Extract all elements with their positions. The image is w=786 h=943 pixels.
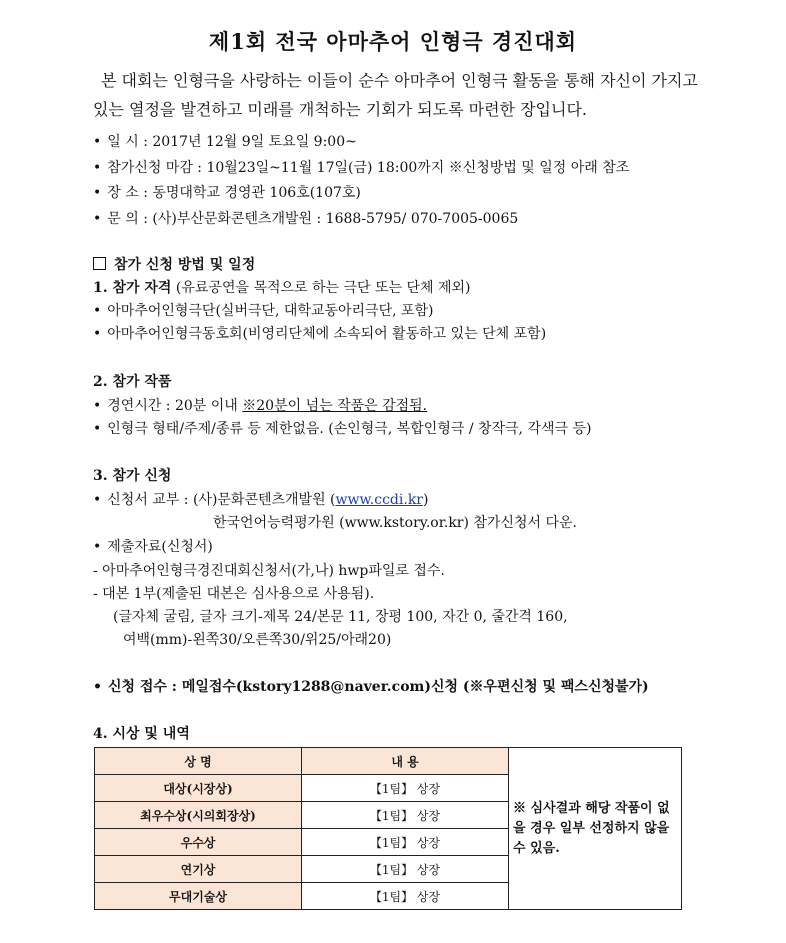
checkbox-square-icon [93,257,106,270]
ccdi-link[interactable]: www.ccdi.kr [335,492,424,508]
award-content: 【1팀】 상장 [302,883,509,910]
award-name: 대상(시장상) [95,775,302,802]
award-content: 【1팀】 상장 [302,775,509,802]
s2-item-form: • 인형극 형태/주제/종류 등 제한없음. (손인형극, 복합인형극 / 창작극, 각색극 등) [93,418,591,438]
award-content: 【1팀】 상장 [302,856,509,883]
award-name: 최우수상(시의회장상) [95,802,302,829]
s3-materials: • 제출자료(신청서) [93,536,213,556]
info-contact: • 문 의 : (사)부산문화콘텐츠개발원 : 1688-5795/ 070-7005-0065 [93,208,518,228]
s3-format-note: 여백(mm)-왼쪽30/오른쪽30/위25/아래20) [123,632,392,648]
s3-heading: 3. 참가 신청 [93,468,172,484]
award-name: 무대기술상 [95,883,302,910]
award-content: 【1팀】 상장 [302,802,509,829]
s3-dash-item: - 아마추어인형극경진대회신청서(가,나) hwp파일로 접수. [93,563,445,579]
intro-paragraph: 본 대회는 인형극을 사랑하는 이들이 순수 아마추어 인형극 활동을 통해 자신이 가지고 있는 열정을 발견하고 미래를 개척하는 기회가 되도록 마련한 장입니다. [93,71,698,119]
s3-download: • 신청서 교부 : (사)문화콘텐츠개발원 (www.ccdi.kr) [93,489,428,509]
table-header-row [95,748,682,775]
s1-item: • 아마추어인형극단(실버극단, 대학교동아리극단, 포함) [93,300,434,320]
s3-format-note: (글자체 굴림, 글자 크기-제목 24/본문 11, 장평 100, 자간 0, 줄간격 160, [113,609,568,625]
s2-item-time: • 경연시간 : 20분 이내 ※20분이 넘는 작품은 감점됨. [93,395,427,415]
s3-dash-item: - 대본 1부(제출된 대본은 심사용으로 사용됨). [93,586,375,602]
submission-line: • 신청 접수 : 메일접수(kstory1288@naver.com)신청 (※우편신청 및 팩스신청불가) [93,676,649,696]
award-content: 【1팀】 상장 [302,829,509,856]
header-content: 내 용 [302,748,509,775]
page-title: 제1회 전국 아마추어 인형극 경진대회 [208,29,578,54]
section-heading: 참가 신청 방법 및 일정 [93,254,255,274]
s2-heading: 2. 참가 작품 [93,374,172,390]
awards-note: ※ 심사결과 해당 작품이 없을 경우 일부 선정하지 않을 수 있음. [509,748,682,910]
s1-item: • 아마추어인형극동호회(비영리단체에 소속되어 활동하고 있는 단체 포함) [93,323,546,343]
awards-table [94,747,682,910]
info-venue: • 장 소 : 동명대학교 경영관 106호(107호) [93,182,361,202]
award-name: 우수상 [95,829,302,856]
header-award-name: 상 명 [95,748,302,775]
s1-heading: 1. 참가 자격 (유료공연을 목적으로 하는 극단 또는 단체 제외) [93,280,471,296]
s4-heading: 4. 시상 및 내역 [93,726,190,742]
award-name: 연기상 [95,856,302,883]
info-deadline: • 참가신청 마감 : 10월23일~11월 17일(금) 18:00까지 ※신청방법 및 일정 아래 참조 [93,157,629,177]
s3-download-line2: 한국언어능력평가원 (www.kstory.or.kr) 참가신청서 다운. [213,515,577,531]
info-date: • 일 시 : 2017년 12월 9일 토요일 9:00~ [93,131,357,151]
